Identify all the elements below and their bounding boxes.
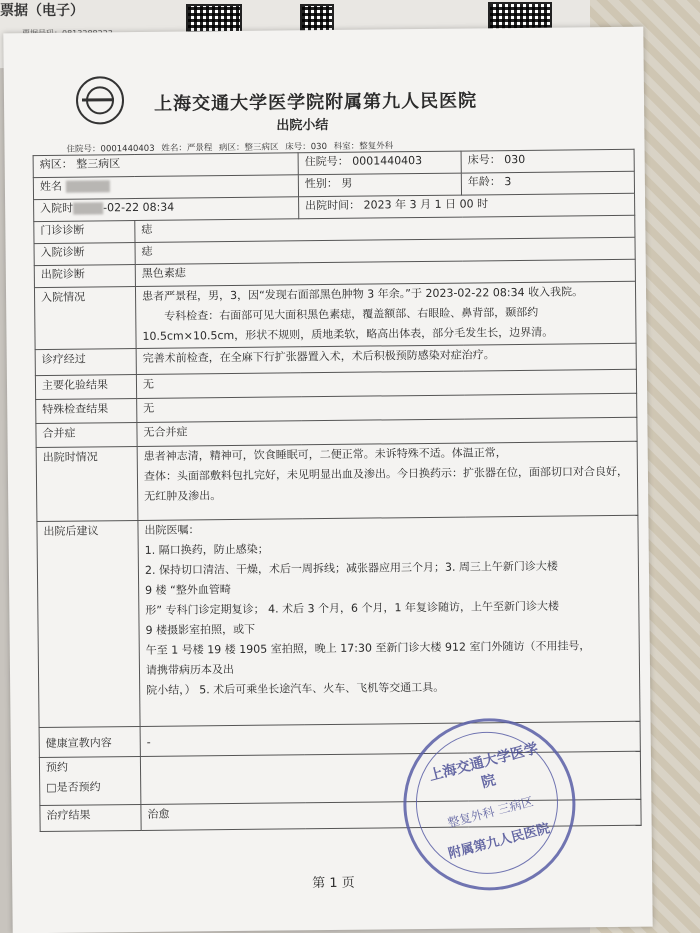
advice-line: 2. 保持切口清洁、干燥，术后一周拆线；减张器应用三个月；3. 周三上午新门诊大楼	[144, 559, 558, 577]
advice-line: 出院医嘱：	[144, 523, 200, 537]
info-dept: 科室：整复外科	[333, 141, 394, 152]
discharge-summary-page	[3, 27, 652, 933]
admission-no-label: 住院号：	[304, 154, 349, 169]
document-title: 出院小结	[276, 117, 329, 134]
lab-value: 无	[136, 369, 636, 398]
ticket-label: 票据（电子）	[0, 3, 84, 19]
bed-label: 床号：	[467, 153, 501, 167]
advice-line: 形” 专科门诊定期复诊； 4. 术后 3 个月，6 个月，1 年复诊随访，上午至新门诊大楼	[145, 599, 560, 617]
redacted-date	[73, 202, 103, 214]
admission-no-value: 0001440403	[352, 153, 423, 168]
treatment-value: 完善术前检查，在全麻下行扩张器置入术，术后积极预防感染对症治疗。	[136, 343, 636, 374]
admit-state-label: 入院情况	[34, 287, 136, 350]
outpatient-dx-label: 门诊诊断	[34, 221, 135, 244]
outpatient-dx-value: 痣	[135, 215, 635, 242]
stamp-line-1: 上海交通大学医学院	[427, 740, 540, 792]
stamp-line-3: 附属第九人民医院	[446, 821, 552, 862]
table-row	[34, 281, 636, 349]
health-edu-label: 健康宣教内容	[39, 726, 140, 757]
admit-time-value: -02-22 08:34	[103, 200, 175, 215]
admit-dx-label: 入院诊断	[34, 243, 135, 266]
ward-value: 整三病区	[76, 157, 121, 171]
advice-label: 出院后建议	[37, 520, 140, 727]
special-exam-label: 特殊检查结果	[36, 398, 137, 423]
advice-line: 1. 隔口换药，防止感染；	[144, 542, 269, 557]
health-edu-value: -	[140, 721, 640, 756]
advice-block	[138, 515, 640, 726]
hospital-logo-icon	[76, 76, 125, 125]
table-row	[36, 441, 638, 521]
stamp-line-2: 整复外科 三病区	[446, 794, 535, 831]
admit-time-label: 入院时	[40, 201, 74, 215]
info-ward: 病区：整三病区	[218, 142, 279, 154]
lab-label: 主要化验结果	[35, 375, 136, 400]
age-label: 年龄：	[467, 175, 501, 189]
info-name: 姓名：严景程	[161, 143, 213, 154]
appointment-checkbox: □是否预约	[46, 780, 101, 794]
page-number: 第 1 页	[312, 875, 355, 892]
appointment-label: 预约	[45, 760, 69, 774]
treatment-label: 诊疗经过	[35, 349, 136, 376]
complication-value: 无合并症	[137, 417, 637, 446]
advice-line: 院小结，） 5. 术后可乘坐长途汽车、火车、飞机等交通工具。	[146, 680, 445, 697]
admit-state-text-2: 专科检查：右面部可见大面积黑色素痣，覆盖额部、右眼睑、鼻背部，颞部约 10.5cm×10.5cm，形状不规则，质地柔软，略高出体表，部分毛发生长，边界清。	[142, 305, 554, 343]
gender-label: 性别：	[304, 176, 338, 191]
admit-dx-value: 痣	[135, 237, 635, 264]
discharge-time-value: 2023 年 3 月 1 日 00 时	[363, 197, 489, 212]
name-label: 姓名	[39, 179, 62, 194]
discharge-state-text-1: 患者神志清，精神可，饮食睡眠可，二便正常。未诉特殊不适。体温正常，	[143, 446, 507, 463]
bed-value: 030	[504, 152, 526, 167]
advice-line: 9 楼 “整外血管畸	[145, 583, 231, 597]
gender-value: 男	[341, 176, 353, 190]
result-label: 治疗结果	[40, 804, 141, 831]
discharge-dx-label: 出院诊断	[34, 265, 135, 288]
table-row	[37, 515, 640, 727]
result-value: 治愈	[141, 799, 641, 830]
discharge-time-label: 出院时间：	[305, 198, 361, 213]
admit-state-text-1: 患者严景程，男，3，因“发现右面部黑色肿物 3 年余。”于 2023-02-22 08:34 收入我院。	[141, 285, 584, 303]
redacted-name	[65, 180, 109, 192]
info-admission-no: 住院号：0001440403	[66, 143, 155, 155]
hospital-name: 上海交通大学医学院附属第九人民医院	[153, 90, 478, 115]
advice-line: 午至 1 号楼 19 楼 1905 室拍照，晚上 17:30 至新门诊大楼 912 室门外随访（不用挂号，	[145, 639, 591, 657]
advice-line: 请携带病历本及出	[145, 662, 235, 677]
summary-table	[33, 149, 642, 832]
discharge-state-text-2: 查体：头面部敷料包扎完好，未见明显出血及渗出。今日换药示：扩张器在位，面部切口对合良好，无红肿及渗出。	[143, 464, 628, 503]
special-exam-value: 无	[137, 393, 637, 422]
discharge-state-label: 出院时情况	[36, 446, 138, 521]
complication-label: 合并症	[36, 422, 137, 447]
ward-label: 病区：	[39, 157, 73, 172]
advice-line: 9 楼摄影室拍照，或下	[145, 622, 256, 637]
info-bed: 床号：030	[285, 141, 328, 153]
discharge-dx-value: 黑色素痣	[135, 259, 635, 286]
age-value: 3	[504, 175, 512, 189]
